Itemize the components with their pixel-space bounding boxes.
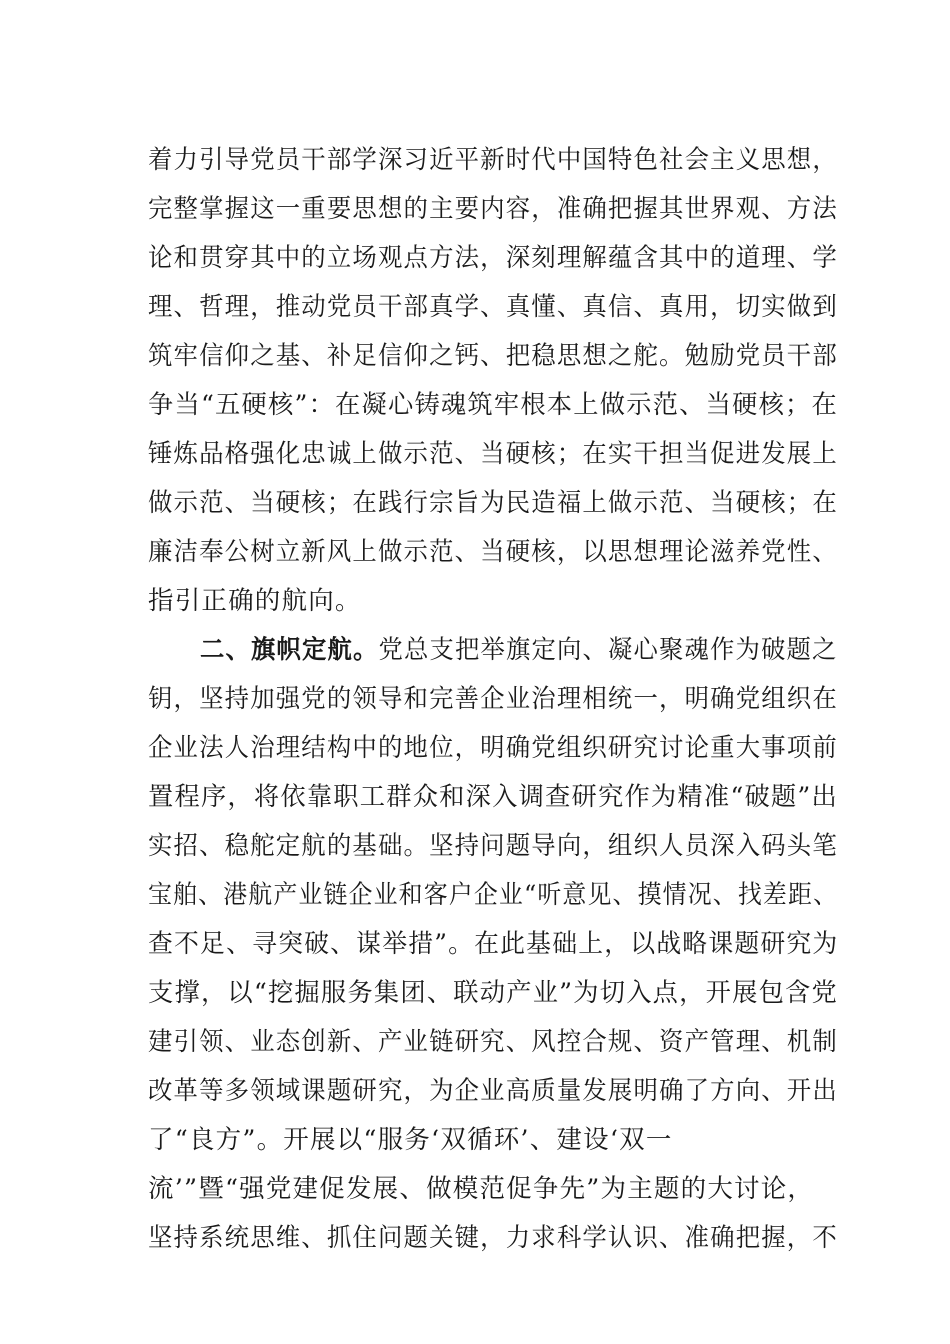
paragraph-line: 筑牢信仰之基、补足信仰之钙、把稳思想之舵。勉励党员干部 — [148, 341, 838, 371]
paragraph-line: 指引正确的航向。 — [148, 586, 362, 616]
paragraph-line: 锤炼品格强化忠诚上做示范、当硬核；在实干担当促进发展上 — [148, 439, 838, 469]
paragraph-line: 企业法人治理结构中的地位，明确党组织研究讨论重大事项前 — [148, 733, 838, 763]
paragraph-line: 做示范、当硬核；在践行宗旨为民造福上做示范、当硬核；在 — [148, 488, 838, 518]
paragraph-line: 实招、稳舵定航的基础。坚持问题导向，组织人员深入码头笔 — [148, 831, 838, 861]
paragraph-line: 流’”暨“强党建促发展、做模范促争先”为主题的大讨论， — [148, 1174, 815, 1204]
paragraph-line: 建引领、业态创新、产业链研究、风控合规、资产管理、机制 — [148, 1027, 838, 1057]
section-first-line-text: 党总支把举旗定向、凝心聚魂作为破题之 — [378, 635, 838, 665]
paragraph-line: 支撑，以“挖掘服务集团、联动产业”为切入点，开展包含党 — [148, 978, 838, 1008]
paragraph-line: 了“良方”。开展以“服务‘双循环’、建设‘双一 — [148, 1125, 673, 1155]
paragraph-line: 改革等多领域课题研究，为企业高质量发展明确了方向、开出 — [148, 1076, 838, 1106]
paragraph-line: 理、哲理，推动党员干部真学、真懂、真信、真用，切实做到 — [148, 292, 838, 322]
paragraph-line: 着力引导党员干部学深习近平新时代中国特色社会主义思想， — [148, 145, 838, 175]
paragraph-line: 置程序，将依靠职工群众和深入调查研究作为精准“破题”出 — [148, 782, 838, 812]
paragraph-line: 查不足、寻突破、谋举措”。在此基础上，以战略课题研究为 — [148, 929, 839, 959]
paragraph-line: 完整掌握这一重要思想的主要内容，准确把握其世界观、方法 — [148, 194, 838, 224]
paragraph-line: 宝舶、港航产业链企业和客户企业“听意见、摸情况、找差距、 — [148, 880, 839, 910]
paragraph-line: 争当“五硬核”：在凝心铸魂筑牢根本上做示范、当硬核；在 — [148, 390, 838, 420]
paragraph-line: 廉洁奉公树立新风上做示范、当硬核，以思想理论滋养党性、 — [148, 537, 838, 567]
section-first-line — [200, 630, 838, 670]
section-heading: 二、旗帜定航。 — [200, 635, 379, 665]
paragraph-line: 钥，坚持加强党的领导和完善企业治理相统一，明确党组织在 — [148, 684, 838, 714]
paragraph-line: 坚持系统思维、抓住问题关键，力求科学认识、准确把握，不 — [148, 1223, 838, 1253]
paragraph-line: 论和贯穿其中的立场观点方法，深刻理解蕴含其中的道理、学 — [148, 243, 838, 273]
